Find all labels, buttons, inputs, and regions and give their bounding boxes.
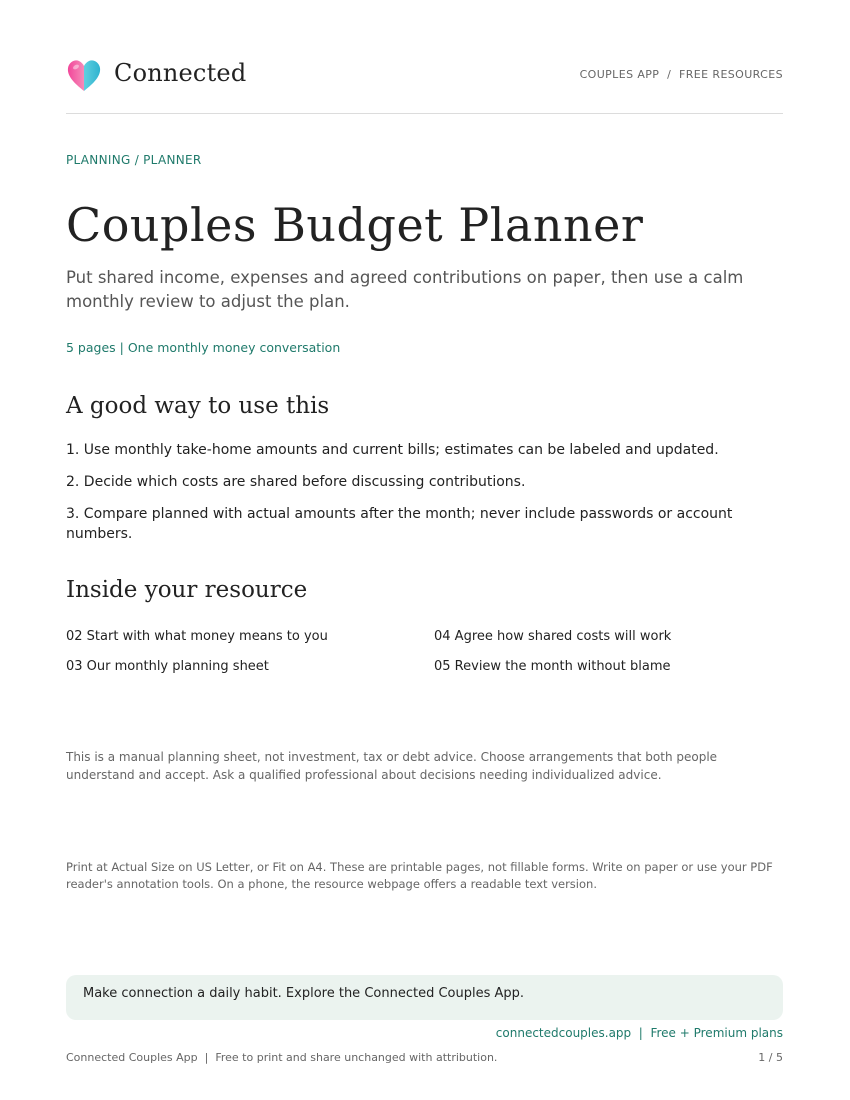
page-title: Couples Budget Planner [66,198,644,252]
contents-item: 05 Review the month without blame [434,659,671,674]
how-to-steps [66,440,783,556]
contents-item: 02 Start with what money means to you [66,629,328,644]
step-item: 1. Use monthly take-home amounts and current bills; estimates can be labeled and updated. [66,442,719,458]
contents-item: 03 Our monthly planning sheet [66,659,269,674]
contents-item: 04 Agree how shared costs will work [434,629,672,644]
page [66,0,783,1100]
footer-links[interactable]: connectedcouples.app | Free + Premium plans [495,1026,783,1040]
cta-banner[interactable] [66,975,783,1020]
header-divider [66,113,783,114]
how-to-heading: A good way to use this [66,393,330,419]
footer-text: Connected Couples App | Free to print and share unchanged with attribution. [66,1051,498,1064]
footer [66,1051,783,1064]
resource-meta: 5 pages | One monthly money conversation [66,340,341,355]
heart-logo-icon [66,58,102,94]
contents-heading: Inside your resource [66,577,308,603]
cta-text: Make connection a daily habit. Explore the Connected Couples App. [83,986,525,1001]
disclaimer: This is a manual planning sheet, not investment, tax or debt advice. Choose arrangements that both people understand and accept. Ask a qualified professional about decisions needing individualized advice. [66,750,718,782]
page-number: 1 / 5 [758,1051,783,1064]
header [66,58,783,92]
step-item: 2. Decide which costs are shared before discussing contributions. [66,474,526,490]
breadcrumb[interactable]: PLANNING / PLANNER [66,153,202,167]
top-nav[interactable]: COUPLES APP / FREE RESOURCES [579,68,783,81]
brand-name: Connected [114,59,247,87]
step-item: 3. Compare planned with actual amounts after the month; never include passwords or account numbers. [66,506,733,542]
print-note: Print at Actual Size on US Letter, or Fit on A4. These are printable pages, not fillable forms. Write on paper or use your PDF reader's annotation tools. On a phone, the resource webpage offers a readable text version. [66,860,773,891]
lead-paragraph: Put shared income, expenses and agreed contributions on paper, then use a calm monthly review to adjust the plan. [66,268,744,311]
